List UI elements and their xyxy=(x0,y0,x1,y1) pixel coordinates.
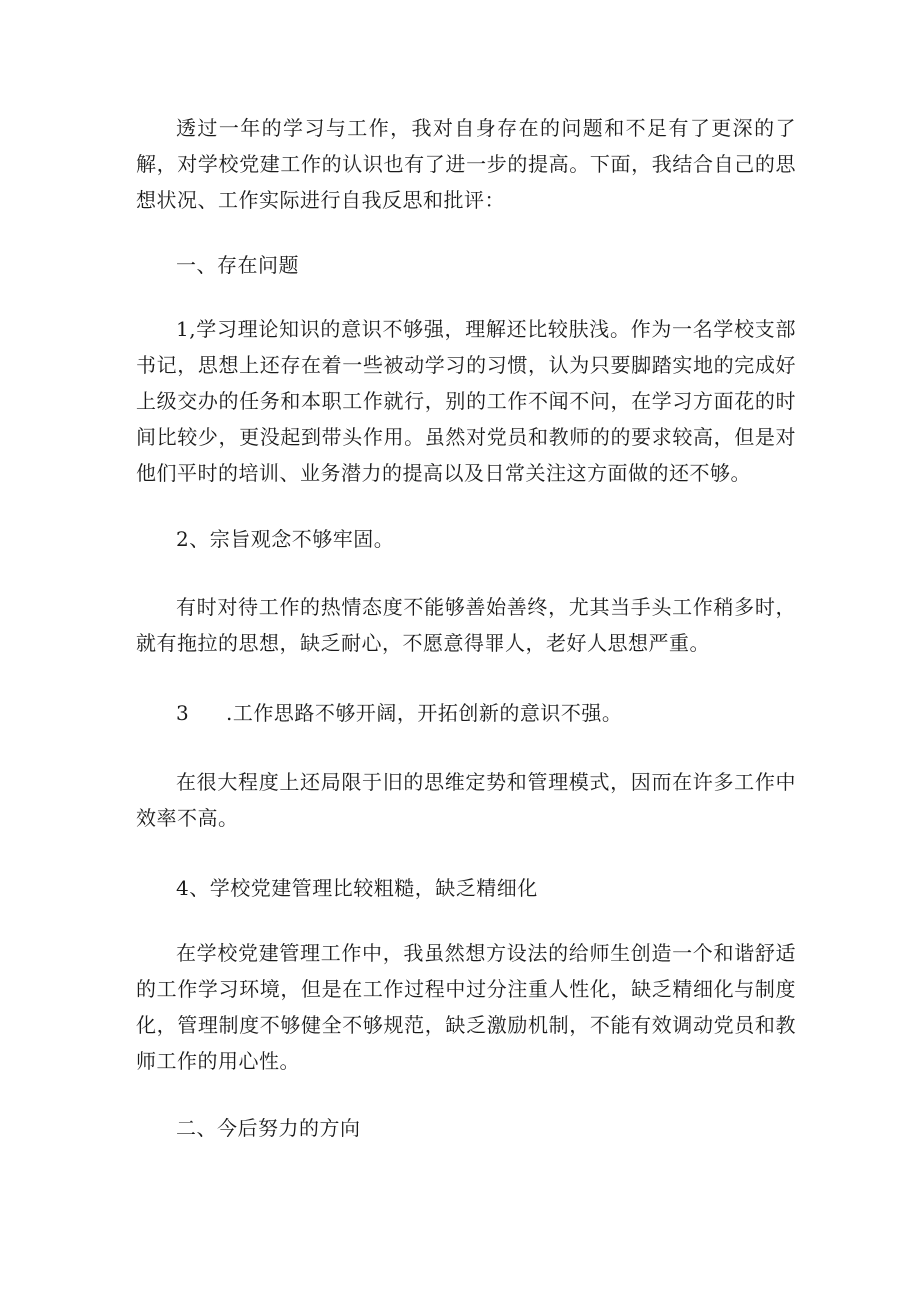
item-4-paragraph: 在学校党建管理工作中，我虽然想方设法的给师生创造一个和谐舒适的工作学习环境，但是在工作过程中过分注重人性化，缺乏精细化与制度化，管理制度不够健全不够规范，缺乏激励机制，不能有效调动党员和教师工作的用心性。 xyxy=(136,941,796,1073)
item-3-number: 3 xyxy=(176,701,190,725)
section-heading-future-direction: 二、今后努力的方向 xyxy=(176,1116,361,1140)
item-3-paragraph: 在很大程度上还局限于旧的思维定势和管理模式，因而在许多工作中效率不高。 xyxy=(136,770,796,830)
item-2-paragraph: 有时对待工作的热情态度不能够善始善终，尤其当手头工作稍多时，就有拖拉的思想，缺乏耐心，不愿意得罪人，老好人思想严重。 xyxy=(136,595,796,655)
item-4-heading: 4、学校党建管理比较粗糙，缺乏精细化 xyxy=(176,876,538,900)
item-2-heading: 2、宗旨观念不够牢固。 xyxy=(176,527,395,551)
intro-paragraph: 透过一年的学习与工作，我对自身存在的问题和不足有了更深的了解，对学校党建工作的认识也有了进一步的提高。下面，我结合自己的思想状况、工作实际进行自我反思和批评： xyxy=(136,116,796,212)
item-3-heading-text: .工作思路不够开阔，开拓创新的意识不强。 xyxy=(226,701,623,725)
item-1-paragraph: 1,学习理论知识的意识不够强，理解还比较肤浅。作为一名学校支部书记，思想上还存在着一些被动学习的习惯，认为只要脚踏实地的完成好上级交办的任务和本职工作就行，别的工作不闻不问，在学习方面花的时间比较少，更没起到带头作用。虽然对党员和教师的的要求较高，但是对他们平时的培训、业务潜力的提高以及日常关注这方面做的还不够。 xyxy=(136,317,796,485)
item-3-heading xyxy=(176,695,622,731)
section-heading-problems: 一、存在问题 xyxy=(176,253,299,277)
